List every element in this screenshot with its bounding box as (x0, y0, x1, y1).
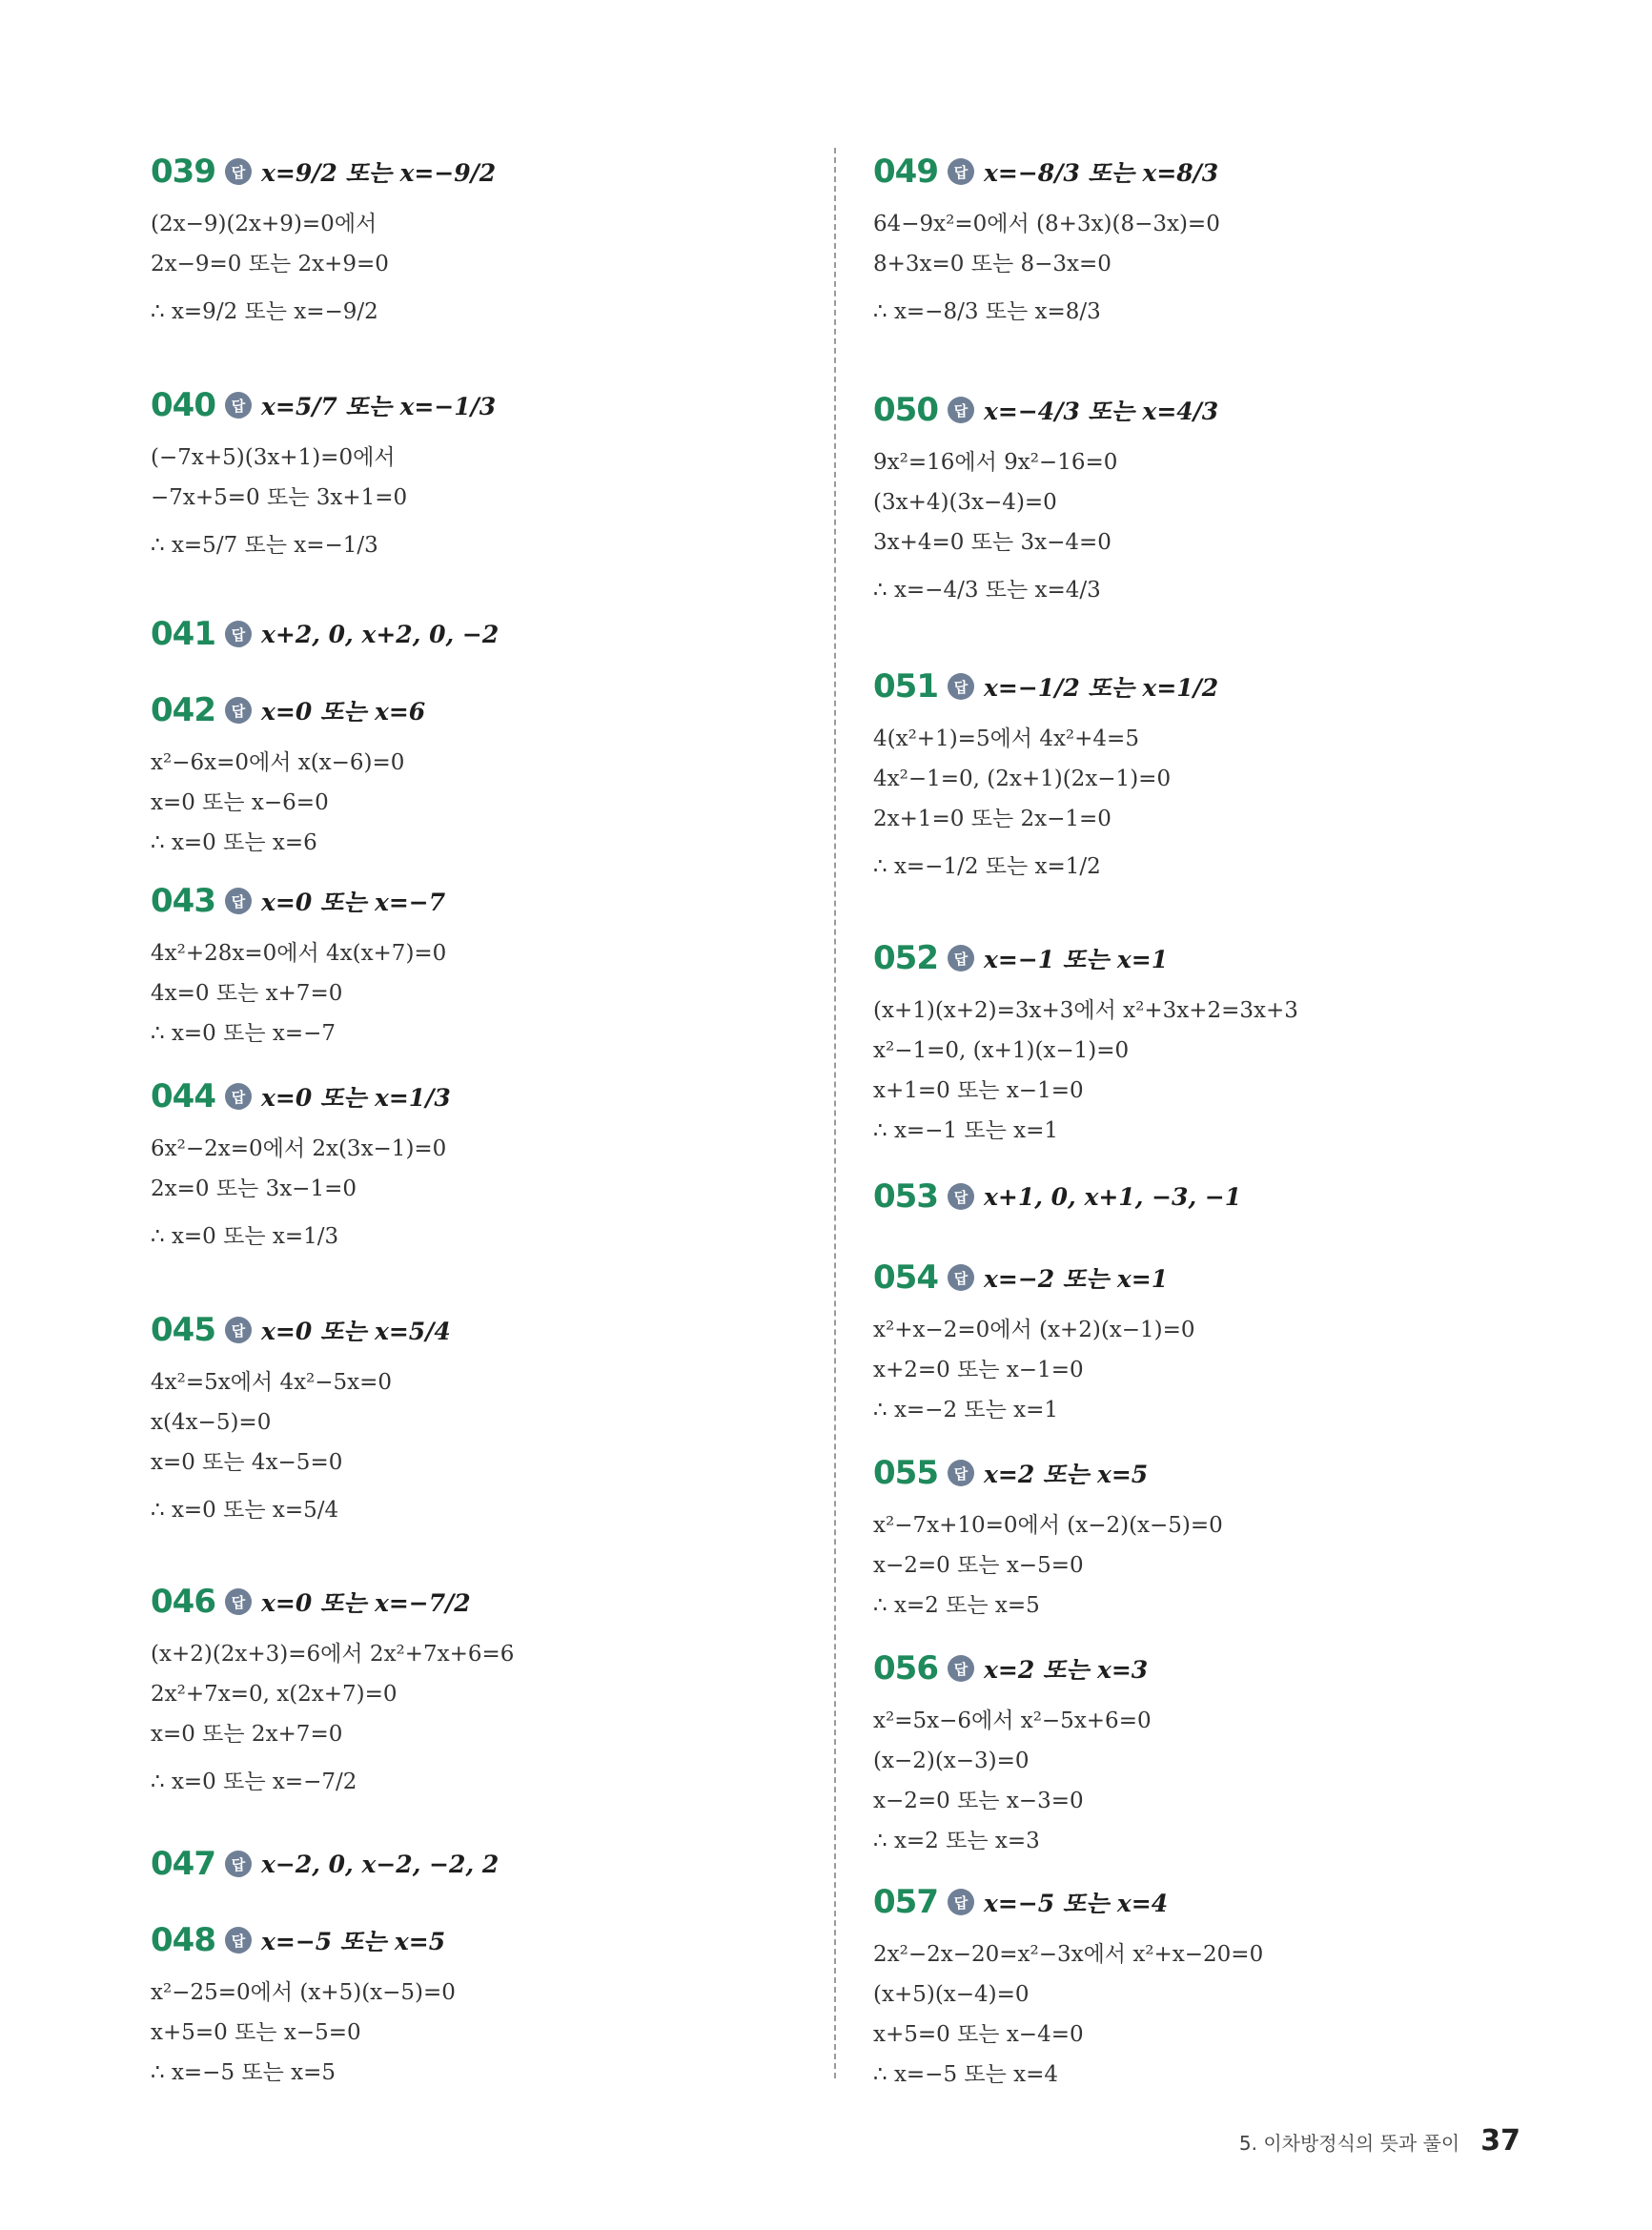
answer-badge: 답 (225, 158, 252, 185)
problem-header (151, 872, 818, 930)
answer-text: x=0 또는 x=6 (261, 698, 426, 726)
solution-step: (x−2)(x−3)=0 (873, 1749, 1030, 1773)
problem-number: 043 (151, 882, 215, 920)
solution-step: (x+2)(2x+3)=6에서 2x²+7x+6=6 (151, 1642, 515, 1667)
answer-badge: 답 (225, 1588, 252, 1615)
solution-step: (3x+4)(3x−4)=0 (873, 490, 1057, 515)
answer-badge: 답 (225, 392, 252, 419)
answer-text: x=5/7 또는 x=−1/3 (261, 393, 497, 420)
answer-text: x=0 또는 x=−7 (261, 889, 446, 916)
solution-step: ∴ x=−2 또는 x=1 (873, 1398, 1059, 1422)
problem-number: 044 (151, 1077, 215, 1115)
solution-steps (151, 1362, 818, 1538)
problem-header (873, 1168, 1540, 1225)
problem-header (151, 1068, 818, 1125)
problem-number: 041 (151, 615, 215, 653)
problem-056 (873, 1640, 1540, 1861)
solution-step: 2x+1=0 또는 2x−1=0 (873, 807, 1112, 831)
solution-step: x+5=0 또는 x−4=0 (873, 2022, 1084, 2047)
answer-text: x=−5 또는 x=5 (261, 1928, 446, 1955)
solution-steps (873, 1505, 1540, 1626)
solution-step: 2x²−2x−20=x²−3x에서 x²+x−20=0 (873, 1942, 1264, 1967)
problem-number: 042 (151, 691, 215, 729)
solution-steps (151, 1634, 818, 1810)
solution-step: (−7x+5)(3x+1)=0에서 (151, 445, 396, 470)
problem-052 (873, 930, 1540, 1151)
answer-badge: 답 (948, 1183, 974, 1210)
problem-number: 054 (873, 1258, 938, 1297)
solution-steps (151, 933, 818, 1054)
solution-step: 8+3x=0 또는 8−3x=0 (873, 252, 1112, 276)
problem-header (873, 1873, 1540, 1931)
solution-step: x+1=0 또는 x−1=0 (873, 1078, 1084, 1103)
solution-step: ∴ x=−1/2 또는 x=1/2 (873, 854, 1101, 879)
solution-step: ∴ x=−8/3 또는 x=8/3 (873, 299, 1101, 324)
solution-step: 6x²−2x=0에서 2x(3x−1)=0 (151, 1136, 447, 1161)
section-title: 5. 이차방정식의 뜻과 풀이 (1238, 2132, 1460, 2155)
solution-steps (151, 438, 818, 573)
solution-steps (151, 1973, 818, 2093)
solution-step: ∴ x=0 또는 x=5/4 (151, 1498, 339, 1523)
problem-number: 057 (873, 1883, 938, 1921)
problem-header (873, 381, 1540, 439)
problem-header (873, 658, 1540, 715)
answer-badge: 답 (225, 1317, 252, 1343)
solution-step: ∴ x=9/2 또는 x=−9/2 (151, 299, 378, 324)
problem-057 (873, 1873, 1540, 2095)
problem-number: 052 (873, 939, 938, 977)
solution-step: x²−6x=0에서 x(x−6)=0 (151, 750, 405, 775)
solution-steps (873, 991, 1540, 1151)
solution-step: 2x−9=0 또는 2x+9=0 (151, 252, 389, 276)
answer-text: x=−1/2 또는 x=1/2 (984, 674, 1219, 702)
answer-badge: 답 (225, 1927, 252, 1954)
solution-step: x+2=0 또는 x−1=0 (873, 1358, 1084, 1382)
solution-step: ∴ x=5/7 또는 x=−1/3 (151, 533, 378, 558)
solution-step: 2x=0 또는 3x−1=0 (151, 1176, 357, 1201)
problem-042 (151, 682, 818, 863)
problem-header (151, 143, 818, 200)
solution-step: 3x+4=0 또는 3x−4=0 (873, 530, 1112, 555)
answer-badge: 답 (948, 397, 974, 423)
solution-step: (2x−9)(2x+9)=0에서 (151, 212, 377, 236)
answer-text: x=0 또는 x=5/4 (261, 1318, 451, 1345)
problem-header (151, 377, 818, 434)
problem-header (151, 682, 818, 739)
problem-number: 055 (873, 1454, 938, 1492)
answer-badge: 답 (948, 1264, 974, 1291)
problem-number: 045 (151, 1311, 215, 1349)
problem-header (873, 1444, 1540, 1502)
problem-number: 039 (151, 153, 215, 191)
problem-051 (873, 658, 1540, 894)
answer-text: x=−4/3 또는 x=4/3 (984, 398, 1219, 425)
problem-number: 051 (873, 667, 938, 706)
solution-steps (151, 743, 818, 863)
solution-step: x²+x−2=0에서 (x+2)(x−1)=0 (873, 1318, 1195, 1342)
answer-text: x=2 또는 x=3 (984, 1656, 1149, 1684)
problem-049 (873, 143, 1540, 339)
problem-040 (151, 377, 818, 573)
problem-header (151, 1301, 818, 1359)
solution-step: x=0 또는 2x+7=0 (151, 1722, 343, 1747)
problem-047 (151, 1835, 818, 1892)
answer-text: x=−8/3 또는 x=8/3 (984, 159, 1219, 187)
problem-050 (873, 381, 1540, 618)
problem-number: 046 (151, 1583, 215, 1621)
answer-text: x=9/2 또는 x=−9/2 (261, 159, 497, 187)
problem-header (151, 1912, 818, 1969)
answer-badge: 답 (225, 621, 252, 647)
solution-step: ∴ x=0 또는 x=1/3 (151, 1224, 339, 1249)
problem-053 (873, 1168, 1540, 1225)
problem-055 (873, 1444, 1540, 1626)
solution-step: ∴ x=−5 또는 x=5 (151, 2060, 337, 2085)
answer-text: x+2, 0, x+2, 0, −2 (261, 620, 500, 648)
solution-step: x(4x−5)=0 (151, 1410, 272, 1435)
solution-step: 9x²=16에서 9x²−16=0 (873, 450, 1118, 475)
problem-048 (151, 1912, 818, 2093)
solution-step: 64−9x²=0에서 (8+3x)(8−3x)=0 (873, 212, 1220, 236)
answer-text: x=−2 또는 x=1 (984, 1265, 1169, 1293)
page-footer (1239, 2124, 1520, 2158)
solution-steps (873, 1701, 1540, 1861)
problem-header (873, 1640, 1540, 1697)
problem-header (873, 1249, 1540, 1306)
solution-step: x=0 또는 x−6=0 (151, 790, 329, 815)
answer-text: x=0 또는 x=1/3 (261, 1084, 451, 1112)
solution-step: x=0 또는 4x−5=0 (151, 1450, 343, 1475)
solution-steps (873, 1934, 1540, 2095)
answer-badge: 답 (225, 1083, 252, 1110)
solution-step: ∴ x=−4/3 또는 x=4/3 (873, 578, 1101, 603)
solution-step: ∴ x=−5 또는 x=4 (873, 2062, 1059, 2087)
answer-badge: 답 (225, 888, 252, 914)
problem-039 (151, 143, 818, 339)
problem-number: 056 (873, 1649, 938, 1688)
solution-step: ∴ x=−1 또는 x=1 (873, 1118, 1059, 1143)
answer-text: x=−1 또는 x=1 (984, 946, 1169, 973)
solution-step: 4x²+28x=0에서 4x(x+7)=0 (151, 941, 447, 966)
solution-step: x²−25=0에서 (x+5)(x−5)=0 (151, 1980, 456, 2005)
answer-text: x=−5 또는 x=4 (984, 1890, 1169, 1917)
answer-badge: 답 (948, 673, 974, 700)
answer-text: x+1, 0, x+1, −3, −1 (984, 1182, 1242, 1211)
answer-badge: 답 (948, 1655, 974, 1682)
solution-step: 2x²+7x=0, x(2x+7)=0 (151, 1682, 398, 1707)
solution-step: (x+5)(x−4)=0 (873, 1982, 1030, 2007)
answer-badge: 답 (948, 158, 974, 185)
problem-header (151, 1835, 818, 1892)
problem-header (873, 143, 1540, 200)
answer-text: x=0 또는 x=−7/2 (261, 1589, 471, 1617)
solution-step: x−2=0 또는 x−5=0 (873, 1553, 1084, 1578)
answer-badge: 답 (948, 945, 974, 972)
solution-steps (873, 1310, 1540, 1430)
answer-text: x=2 또는 x=5 (984, 1461, 1149, 1488)
solution-steps (873, 442, 1540, 618)
problem-043 (151, 872, 818, 1054)
problem-number: 050 (873, 391, 938, 429)
solution-step: x−2=0 또는 x−3=0 (873, 1789, 1084, 1813)
solution-step: −7x+5=0 또는 3x+1=0 (151, 485, 408, 510)
solution-step: ∴ x=0 또는 x=6 (151, 830, 317, 855)
solution-step: ∴ x=0 또는 x=−7/2 (151, 1770, 357, 1794)
solution-steps (873, 204, 1540, 339)
solution-step: 4(x²+1)=5에서 4x²+4=5 (873, 726, 1139, 751)
solution-step: x²=5x−6에서 x²−5x+6=0 (873, 1708, 1152, 1733)
solution-steps (151, 1129, 818, 1264)
solution-step: 4x=0 또는 x+7=0 (151, 981, 343, 1006)
answer-badge: 답 (948, 1889, 974, 1915)
problem-054 (873, 1249, 1540, 1430)
problem-number: 053 (873, 1177, 938, 1216)
solution-step: ∴ x=2 또는 x=5 (873, 1593, 1040, 1618)
answer-badge: 답 (225, 697, 252, 724)
answer-badge: 답 (225, 1851, 252, 1877)
solution-step: x²−7x+10=0에서 (x−2)(x−5)=0 (873, 1513, 1223, 1538)
solution-step: 4x²−1=0, (2x+1)(2x−1)=0 (873, 767, 1172, 791)
solution-step: ∴ x=0 또는 x=−7 (151, 1021, 337, 1046)
problem-number: 048 (151, 1921, 215, 1959)
problem-044 (151, 1068, 818, 1264)
solution-step: x²−1=0, (x+1)(x−1)=0 (873, 1038, 1130, 1063)
problem-number: 049 (873, 153, 938, 191)
problem-header (151, 1573, 818, 1630)
solution-step: 4x²=5x에서 4x²−5x=0 (151, 1370, 393, 1395)
problem-041 (151, 605, 818, 663)
problem-number: 040 (151, 386, 215, 424)
solution-step: (x+1)(x+2)=3x+3에서 x²+3x+2=3x+3 (873, 998, 1298, 1023)
problem-number: 047 (151, 1845, 215, 1883)
page-number: 37 (1480, 2124, 1520, 2158)
column-divider (834, 148, 836, 2078)
solution-steps (151, 204, 818, 339)
solution-steps (873, 719, 1540, 894)
solution-step: ∴ x=2 또는 x=3 (873, 1829, 1040, 1853)
problem-header (151, 605, 818, 663)
answer-badge: 답 (948, 1460, 974, 1486)
solution-step: x+5=0 또는 x−5=0 (151, 2020, 361, 2045)
problem-045 (151, 1301, 818, 1538)
problem-046 (151, 1573, 818, 1810)
problem-header (873, 930, 1540, 987)
answer-text: x−2, 0, x−2, −2, 2 (261, 1850, 500, 1878)
